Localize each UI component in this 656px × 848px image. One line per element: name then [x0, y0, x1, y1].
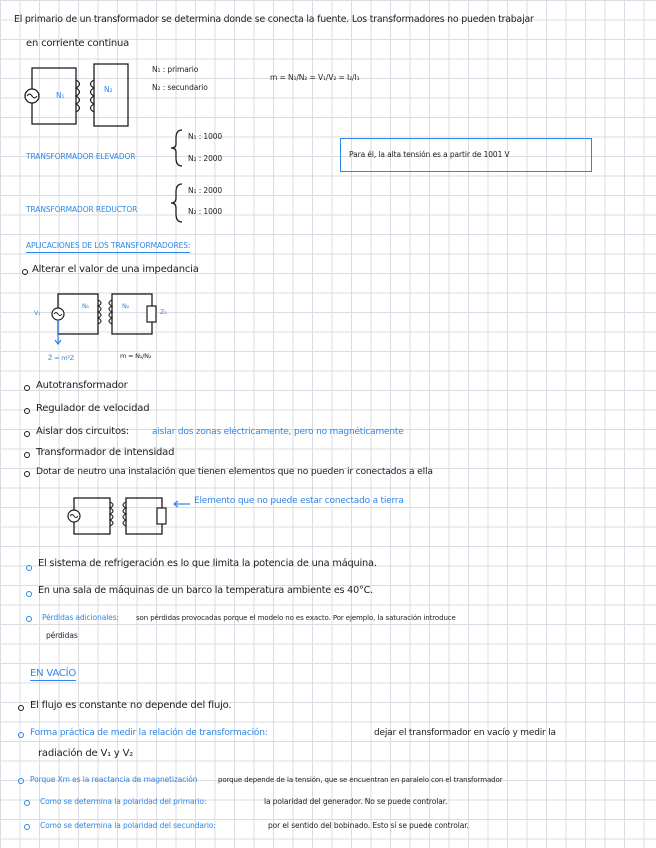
porque-label: Porque Xm es la reactancia de magnetización	[30, 775, 198, 784]
bullet-icon	[24, 800, 30, 806]
elevador-label: TRANSFORMADOR ELEVADOR	[26, 152, 136, 161]
aislar-detail: aislar dos zonas eléctricamente, pero no magnéticamente	[152, 427, 404, 437]
elevador-n1: N₁ : 1000	[188, 132, 223, 141]
reductor-n2: N₂ : 1000	[188, 207, 223, 216]
secundario-label: Como se determina la polaridad del secundario:	[40, 821, 216, 830]
porque-text: porque depende de la tensión, que se encuentran en paralelo con el transformador	[218, 776, 503, 784]
app-item-4: Transformador de intensidad	[36, 447, 175, 458]
impedance-circuit	[40, 286, 160, 346]
reductor-brace	[170, 182, 184, 224]
circuit-z-formula: Z̄ = m²Z	[48, 354, 75, 362]
tierra-note: Elemento que no puede estar conectado a tierra	[194, 496, 404, 506]
app-item-3: Aislar dos circuitos:	[36, 426, 130, 437]
forma-text: dejar el transformador en vacío y medir la	[374, 728, 556, 738]
bullet-icon	[18, 778, 24, 784]
app-item-5: Dotar de neutro una instalación que tienen elementos que no pueden ir conectados a ella	[36, 466, 433, 477]
n2-label: N₂	[104, 85, 113, 94]
bullet-icon	[26, 616, 32, 622]
circuit-n2: N₂	[122, 302, 130, 310]
aplicaciones-heading: APLICACIONES DE LOS TRANSFORMADORES:	[26, 240, 190, 253]
circuit-z2: Z₂	[160, 308, 167, 316]
circuit-m-formula: m = N₁/N₂	[120, 352, 152, 360]
ratio-formula: m = N₁/N₂ = V₁/V₂ = I₂/I₁	[270, 73, 360, 82]
bullet-icon	[22, 269, 28, 275]
legend-n2: N₂ : secundario	[152, 83, 208, 92]
fact-refrigeracion: El sistema de refrigeración es lo que limita la potencia de una máquina.	[38, 558, 377, 569]
circuit-v1: V₁	[34, 309, 41, 317]
bullet-icon	[26, 591, 32, 597]
reductor-label: TRANSFORMADOR REDUCTOR	[26, 205, 138, 214]
bullet-icon	[24, 408, 30, 414]
primario-text: la polaridad del generador. No se puede controlar.	[264, 797, 448, 806]
high-voltage-note: Para él, la alta tensión es a partir de 1001 V	[349, 150, 510, 159]
app-item-1: Autotransformador	[36, 380, 128, 391]
n1-label: N₁	[56, 91, 65, 100]
circuit-n1: N₁	[82, 302, 90, 310]
bullet-icon	[24, 385, 30, 391]
bullet-icon	[18, 705, 24, 711]
bullet-icon	[24, 824, 30, 830]
forma-label: Forma práctica de medir la relación de transformación:	[30, 728, 268, 738]
perdidas-label: Pérdidas adicionales:	[42, 613, 119, 622]
bullet-icon	[24, 452, 30, 458]
perdidas-text-2: pérdidas	[46, 631, 78, 640]
vacio-heading: EN VACÍO	[30, 668, 77, 679]
bullet-icon	[26, 565, 32, 571]
primario-label: Como se determina la polaridad del primario:	[40, 797, 207, 806]
bullet-icon	[18, 732, 24, 738]
bullet-icon	[24, 471, 30, 477]
secundario-text: por el sentido del bobinado. Esto sí se puede controlar.	[268, 821, 469, 830]
reductor-n1: N₁ : 2000	[188, 186, 223, 195]
legend-n1: N₁ : primario	[152, 65, 199, 74]
elevador-brace	[170, 128, 184, 168]
elevador-n2: N₂ : 2000	[188, 154, 223, 163]
neutral-circuit	[64, 490, 174, 542]
app-item-2: Regulador de velocidad	[36, 403, 150, 414]
perdidas-text: son pérdidas provocadas porque el modelo no es exacto. Por ejemplo, la saturación introduce	[136, 614, 456, 622]
intro-line-1: El primario de un transformador se determina donde se conecta la fuente. Los transformadores no pueden trabajar	[14, 14, 534, 25]
fact-sala: En una sala de máquinas de un barco la temperatura ambiente es 40°C.	[38, 585, 373, 596]
vacio-flujo: El flujo es constante no depende del flujo.	[30, 700, 232, 711]
bullet-icon	[24, 431, 30, 437]
alterar-impedancia: Alterar el valor de una impedancia	[32, 264, 199, 275]
intro-line-2: en corriente continua	[26, 38, 130, 49]
arrow-left-icon	[172, 500, 190, 508]
forma-text-2: radiación de V₁ y V₂	[38, 748, 134, 759]
high-voltage-note-box	[340, 138, 592, 172]
transformer-diagram	[24, 60, 134, 130]
